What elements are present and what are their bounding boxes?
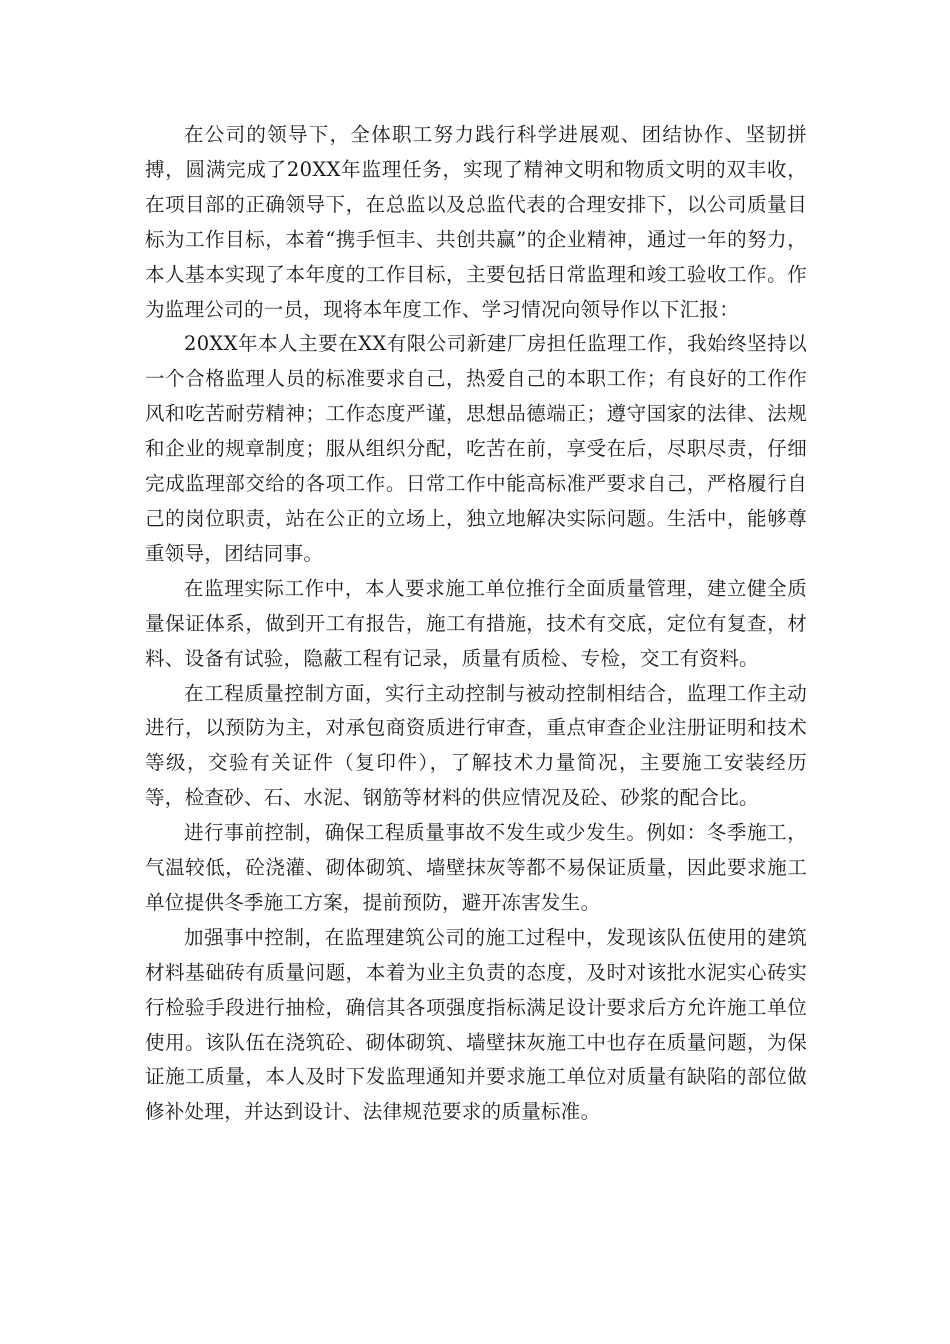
paragraph-quality-management: 在监理实际工作中，本人要求施工单位推行全面质量管理，建立健全质量保证体系，做到开工有报告，施工有措施，技术有交底，定位有复查，材料、设备有试验，隐蔽工程有记录，质量有质检、专检，交工有资料。 bbox=[145, 576, 807, 670]
paragraph-in-process-control: 加强事中控制，在监理建筑公司的施工过程中，发现该队伍使用的建筑材料基础砖有质量问题，本着为业主负责的态度，及时对该批水泥实心砖实行检验手段进行抽检，确信其各项强度指标满足设计要求后方允许施工单位使用。该队伍在浇筑砼、砌体砌筑、墙壁抹灰施工中也存在质量问题，为保证施工质量，本人及时下发监理通知并要求施工单位对质量有缺陷的部位做修补处理，并达到设计、法律规范要求的质量标准。 bbox=[145, 925, 807, 1124]
paragraph-pre-control: 进行事前控制，确保工程质量事故不发生或少发生。例如：冬季施工，气温较低，砼浇灌、砌体砌筑、墙壁抹灰等都不易保证质量，因此要求施工单位提供冬季施工方案，提前预防，避开冻害发生。 bbox=[145, 821, 807, 914]
document-body bbox=[145, 118, 807, 1130]
paragraph-quality-control: 在工程质量控制方面，实行主动控制与被动控制相结合，监理工作主动进行，以预防为主，对承包商资质进行审查，重点审查企业注册证明和技术等级，交验有关证件（复印件），了解技术力量简况，主要施工安装经历等，检查砂、石、水泥、钢筋等材料的供应情况及砼、砂浆的配合比。 bbox=[145, 681, 807, 810]
paragraph-work-attitude: 20XX年本人主要在XX有限公司新建厂房担任监理工作，我始终坚持以一个合格监理人员的标准要求自己，热爱自己的本职工作；有良好的工作作风和吃苦耐劳精神；工作态度严谨，思想品德端正；遵守国家的法律、法规和企业的规章制度；服从组织分配，吃苦在前，享受在后，尽职尽责，仔细完成监理部交给的各项工作。日常工作中能高标准严要求自己，严格履行自己的岗位职责，站在公正的立场上，独立地解决实际问题。生活中，能够尊重领导，团结同事。 bbox=[145, 332, 807, 565]
paragraph-intro: 在公司的领导下，全体职工努力践行科学进展观、团结协作、坚韧拼搏，圆满完成了20XX年监理任务，实现了精神文明和物质文明的双丰收，在项目部的正确领导下，在总监以及总监代表的合理安排下，以公司质量目标为工作目标，本着“携手恒丰、共创共赢”的企业精神，通过一年的努力，本人基本实现了本年度的工作目标，主要包括日常监理和竣工验收工作。作为监理公司的一员，现将本年度工作、学习情况向领导作以下汇报： bbox=[145, 123, 807, 321]
